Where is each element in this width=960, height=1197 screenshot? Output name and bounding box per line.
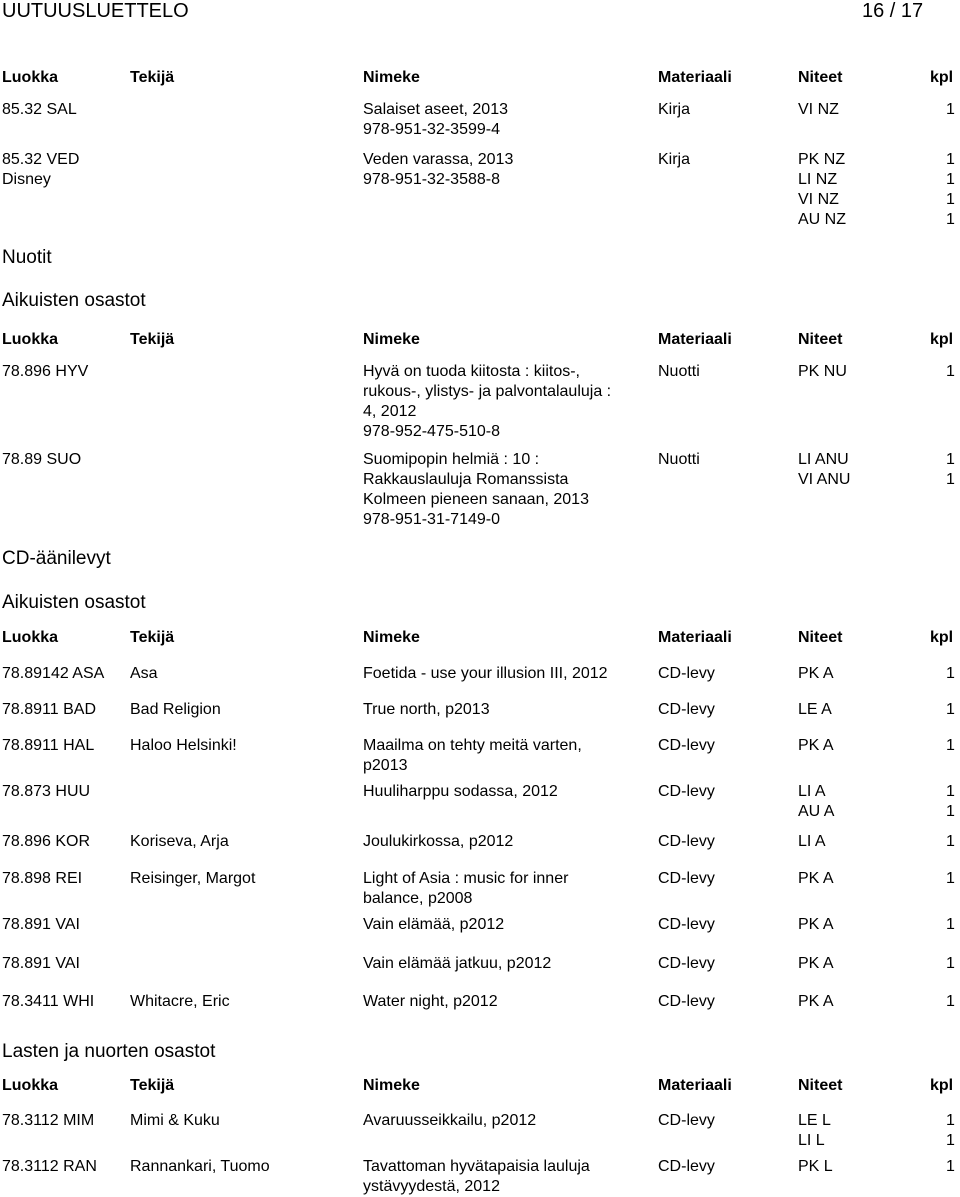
page-title: UUTUUSLUETTELO: [2, 0, 189, 22]
section-title: Nuotit: [2, 247, 52, 268]
col-luokka: Luokka: [2, 331, 59, 348]
col-luokka: Luokka: [2, 629, 59, 646]
row-tekija: Koriseva, Arja: [130, 833, 229, 850]
row-isbn: 978-951-32-3588-8: [363, 171, 500, 188]
row-niteet: AU A: [798, 803, 835, 820]
row-niteet: LI NZ: [798, 171, 838, 188]
row-luokka: 78.873 HUU: [2, 783, 91, 800]
row-kpl: 1: [946, 870, 955, 887]
row-luokka: 85.32 VED: [2, 151, 80, 168]
row-luokka: 85.32 SAL: [2, 101, 77, 118]
row-luokka: 78.891 VAI: [2, 916, 80, 933]
col-nimeke: Nimeke: [363, 1077, 420, 1094]
col-tekija: Tekijä: [130, 331, 175, 348]
section-title: CD-äänilevyt: [2, 548, 111, 569]
row-nimeke: Foetida - use your illusion III, 2012: [363, 665, 608, 682]
row-nimeke: p2013: [363, 757, 408, 774]
row-kpl: 1: [946, 783, 955, 800]
row-nimeke: Light of Asia : music for inner: [363, 870, 569, 887]
row-niteet: PK A: [798, 955, 834, 972]
row-niteet: PK A: [798, 916, 834, 933]
col-niteet: Niteet: [798, 629, 843, 646]
row-tekija: Mimi & Kuku: [130, 1112, 220, 1129]
row-kpl: 1: [946, 451, 955, 468]
row-niteet: PK L: [798, 1158, 833, 1175]
col-materiaali: Materiaali: [658, 69, 732, 86]
row-nimeke: Veden varassa, 2013: [363, 151, 514, 168]
row-materiaali: CD-levy: [658, 1158, 715, 1175]
row-kpl: 1: [946, 363, 955, 380]
section-title: Lasten ja nuorten osastot: [2, 1041, 216, 1062]
row-materiaali: Kirja: [658, 101, 691, 118]
row-niteet: LI ANU: [798, 451, 849, 468]
page-number: 16 / 17: [862, 0, 924, 22]
col-materiaali: Materiaali: [658, 1077, 732, 1094]
section-subtitle: Aikuisten osastot: [2, 290, 146, 311]
row-niteet: VI ANU: [798, 471, 851, 488]
row-niteet: LI A: [798, 783, 826, 800]
row-kpl: 1: [946, 955, 955, 972]
col-kpl: kpl: [930, 629, 954, 646]
row-isbn: 978-951-31-7149-0: [363, 511, 500, 528]
row-isbn: 978-952-475-510-8: [363, 423, 500, 440]
row-tekija: Asa: [130, 665, 158, 682]
row-nimeke: Tavattoman hyvätapaisia lauluja: [363, 1158, 590, 1175]
row-nimeke: balance, p2008: [363, 890, 473, 907]
col-tekija: Tekijä: [130, 1077, 175, 1094]
col-kpl: kpl: [930, 1077, 954, 1094]
row-nimeke: 4, 2012: [363, 403, 417, 420]
row-nimeke: rukous-, ylistys- ja palvontalauluja :: [363, 383, 612, 400]
row-materiaali: CD-levy: [658, 665, 715, 682]
row-luokka: 78.898 REI: [2, 870, 83, 887]
row-luokka: 78.3411 WHI: [2, 993, 95, 1010]
row-nimeke: Hyvä on tuoda kiitosta : kiitos-,: [363, 363, 580, 380]
row-nimeke: Kolmeen pieneen sanaan, 2013: [363, 491, 589, 508]
row-luokka: 78.3112 MIM: [2, 1112, 95, 1129]
row-niteet: LI A: [798, 833, 826, 850]
row-kpl: 1: [946, 701, 955, 718]
row-kpl: 1: [946, 665, 955, 682]
row-materiaali: CD-levy: [658, 870, 715, 887]
row-kpl: 1: [946, 471, 955, 488]
row-nimeke: Vain elämää jatkuu, p2012: [363, 955, 552, 972]
col-niteet: Niteet: [798, 69, 843, 86]
row-kpl: 1: [946, 1158, 955, 1175]
row-nimeke: Water night, p2012: [363, 993, 498, 1010]
col-kpl: kpl: [930, 69, 954, 86]
row-kpl: 1: [946, 191, 955, 208]
row-materiaali: CD-levy: [658, 1112, 715, 1129]
row-niteet: PK NZ: [798, 151, 846, 168]
row-nimeke: Avaruusseikkailu, p2012: [363, 1112, 537, 1129]
row-tekija: Haloo Helsinki!: [130, 737, 237, 754]
row-kpl: 1: [946, 151, 955, 168]
row-materiaali: Kirja: [658, 151, 691, 168]
row-tekija: Whitacre, Eric: [130, 993, 230, 1010]
row-luokka: 78.896 HYV: [2, 363, 89, 380]
row-materiaali: CD-levy: [658, 955, 715, 972]
row-nimeke: ystävyydestä, 2012: [363, 1178, 500, 1195]
row-niteet: LE A: [798, 701, 832, 718]
row-luokka-extra: Disney: [2, 171, 51, 188]
row-niteet: LI L: [798, 1132, 825, 1149]
row-materiaali: Nuotti: [658, 363, 700, 380]
row-materiaali: CD-levy: [658, 783, 715, 800]
row-materiaali: Nuotti: [658, 451, 700, 468]
row-kpl: 1: [946, 171, 955, 188]
row-kpl: 1: [946, 1112, 955, 1129]
row-luokka: 78.8911 HAL: [2, 737, 95, 754]
row-niteet: LE L: [798, 1112, 831, 1129]
row-luokka: 78.3112 RAN: [2, 1158, 97, 1175]
col-materiaali: Materiaali: [658, 629, 732, 646]
row-kpl: 1: [946, 833, 955, 850]
row-tekija: Reisinger, Margot: [130, 870, 256, 887]
row-niteet: AU NZ: [798, 211, 846, 228]
col-tekija: Tekijä: [130, 69, 175, 86]
col-nimeke: Nimeke: [363, 331, 420, 348]
row-luokka: 78.891 VAI: [2, 955, 80, 972]
row-isbn: 978-951-32-3599-4: [363, 121, 500, 138]
row-niteet: PK A: [798, 665, 834, 682]
row-materiaali: CD-levy: [658, 993, 715, 1010]
col-nimeke: Nimeke: [363, 69, 420, 86]
col-nimeke: Nimeke: [363, 629, 420, 646]
row-luokka: 78.89 SUO: [2, 451, 82, 468]
row-niteet: VI NZ: [798, 101, 839, 118]
row-niteet: VI NZ: [798, 191, 839, 208]
section-subtitle: Aikuisten osastot: [2, 592, 146, 613]
row-kpl: 1: [946, 211, 955, 228]
row-nimeke: Maailma on tehty meitä varten,: [363, 737, 582, 754]
col-kpl: kpl: [930, 331, 954, 348]
row-niteet: PK A: [798, 737, 834, 754]
row-materiaali: CD-levy: [658, 833, 715, 850]
row-kpl: 1: [946, 737, 955, 754]
row-kpl: 1: [946, 993, 955, 1010]
row-nimeke: True north, p2013: [363, 701, 490, 718]
row-materiaali: CD-levy: [658, 916, 715, 933]
row-niteet: PK NU: [798, 363, 847, 380]
row-nimeke: Rakkauslauluja Romanssista: [363, 471, 569, 488]
row-luokka: 78.89142 ASA: [2, 665, 105, 682]
row-nimeke: Suomipopin helmiä : 10 :: [363, 451, 540, 468]
col-luokka: Luokka: [2, 69, 59, 86]
row-luokka: 78.896 KOR: [2, 833, 91, 850]
row-niteet: PK A: [798, 870, 834, 887]
row-kpl: 1: [946, 101, 955, 118]
row-tekija: Bad Religion: [130, 701, 221, 718]
row-tekija: Rannankari, Tuomo: [130, 1158, 270, 1175]
row-materiaali: CD-levy: [658, 737, 715, 754]
col-tekija: Tekijä: [130, 629, 175, 646]
col-luokka: Luokka: [2, 1077, 59, 1094]
row-nimeke: Huuliharppu sodassa, 2012: [363, 783, 558, 800]
row-kpl: 1: [946, 1132, 955, 1149]
row-nimeke: Joulukirkossa, p2012: [363, 833, 514, 850]
row-kpl: 1: [946, 916, 955, 933]
row-nimeke: Vain elämää, p2012: [363, 916, 505, 933]
row-kpl: 1: [946, 803, 955, 820]
row-niteet: PK A: [798, 993, 834, 1010]
row-luokka: 78.8911 BAD: [2, 701, 96, 718]
col-materiaali: Materiaali: [658, 331, 732, 348]
col-niteet: Niteet: [798, 331, 843, 348]
row-materiaali: CD-levy: [658, 701, 715, 718]
col-niteet: Niteet: [798, 1077, 843, 1094]
row-nimeke: Salaiset aseet, 2013: [363, 101, 508, 118]
